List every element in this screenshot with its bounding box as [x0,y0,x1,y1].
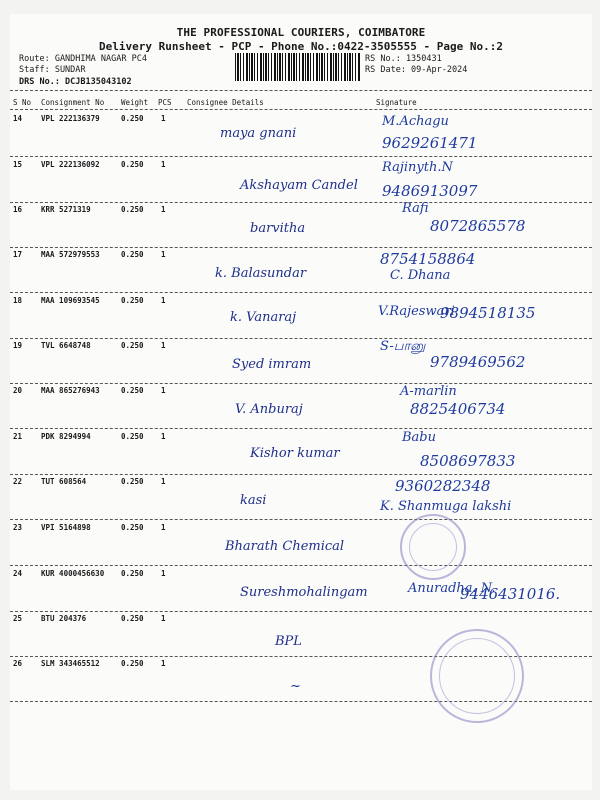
table-row [10,114,592,158]
receiver-phone: 9446431016. [460,585,561,603]
consignee-handwriting: Akshayam Candel [240,178,358,193]
consignment-number: VPI 5164898 [41,523,91,532]
divider [10,338,592,339]
table-row [10,201,592,249]
receiver-phone: 9360282348 [395,477,491,495]
company-stamp [430,629,524,723]
barcode [235,53,360,81]
row-sno: 21 [13,432,23,441]
receiver-signature: V.Rajeswari [378,304,455,319]
receiver-signature: Rajinyth.N [382,160,453,175]
receiver-signature: M.Achagu [382,114,449,129]
row-sno: 16 [13,205,23,214]
table-row [10,386,592,430]
table-row [10,432,592,476]
consignment-number: MAA 572979553 [41,250,100,259]
consignment-number: KRR 5271319 [41,205,91,214]
weight-value: 0.250 [121,205,144,214]
receiver-signature: Babu [402,430,436,445]
consignee-handwriting: Sureshmohalingam [240,585,368,600]
row-sno: 24 [13,569,23,578]
row-sno: 15 [13,160,23,169]
divider [10,565,592,566]
table-row [10,523,592,567]
consignment-number: TVL 6648748 [41,341,91,350]
consignee-handwriting: kasi [240,493,267,508]
weight-value: 0.250 [121,477,144,486]
receiver-signature: A-marlin [400,384,457,399]
col-header-signature: Signature [376,98,417,107]
divider [10,247,592,248]
pcs-count: 1 [161,341,166,350]
receiver-signature: Anuradha. N. [408,581,496,596]
weight-value: 0.250 [121,296,144,305]
weight-value: 0.250 [121,114,144,123]
staff-label: Staff: SUNDAR [19,65,86,75]
table-row [10,160,592,204]
consignee-handwriting: V. Anburaj [235,402,303,417]
weight-value: 0.250 [121,341,144,350]
route-label: Route: GANDHIMA NAGAR PC4 [19,54,147,64]
weight-value: 0.250 [121,160,144,169]
divider [10,519,592,520]
divider [10,474,592,475]
divider [10,109,592,110]
col-header-consignment: Consignment No [41,98,105,107]
pcs-count: 1 [161,432,166,441]
consignment-number: VPL 222136379 [41,114,100,123]
receiver-phone: 8508697833 [420,452,516,470]
row-sno: 14 [13,114,23,123]
receiver-phone: 8825406734 [410,400,506,418]
consignee-handwriting: BPL [275,634,302,649]
divider [10,292,592,293]
row-sno: 17 [13,250,23,259]
row-sno: 18 [13,296,23,305]
consignment-number: TUT 608564 [41,477,87,486]
row-sno: 26 [13,659,23,668]
table-row [10,477,592,521]
divider [10,202,592,203]
pcs-count: 1 [161,250,166,259]
col-header-sno: S No [13,98,32,107]
weight-value: 0.250 [121,250,144,259]
runsheet-title: Delivery Runsheet - PCP - Phone No.:0422-3505555 - Page No.:2 [99,40,503,53]
col-header-pcs: PCS [158,98,172,107]
consignment-number: PDK 8294994 [41,432,91,441]
divider [10,156,592,157]
pcs-count: 1 [161,569,166,578]
row-sno: 19 [13,341,23,350]
table-row [10,296,592,340]
pcs-count: 1 [161,114,166,123]
pcs-count: 1 [161,659,166,668]
receiver-phone: 8072865578 [430,217,526,235]
consignment-number: KUR 4000456630 [41,569,105,578]
consignment-number: MAA 109693545 [41,296,100,305]
consignment-number: BTU 204376 [41,614,87,623]
weight-value: 0.250 [121,614,144,623]
weight-value: 0.250 [121,523,144,532]
rs-number: RS No.: 1350431 [365,54,442,64]
consignee-handwriting: Syed imram [232,357,312,372]
row-sno: 25 [13,614,23,623]
receiver-phone: 9629261471 [382,134,478,152]
row-sno: 20 [13,386,23,395]
consignee-handwriting: k. Vanaraj [230,310,297,325]
runsheet-page [10,14,592,790]
consignee-handwriting: k. Balasundar [215,266,307,281]
consignee-handwriting: Kishor kumar [250,446,340,461]
receiver-phone: 8754158864 [380,250,476,268]
company-stamp [400,514,466,580]
divider [10,90,592,91]
row-sno: 23 [13,523,23,532]
receiver-signature: S-பானு [380,339,426,354]
consignment-number: VPL 222136092 [41,160,100,169]
table-row [10,250,592,294]
divider [10,428,592,429]
weight-value: 0.250 [121,659,144,668]
pcs-count: 1 [161,614,166,623]
rs-date: RS Date: 09-Apr-2024 [365,65,468,75]
table-row [10,569,592,613]
consignment-number: SLM 343465512 [41,659,100,668]
consignee-handwriting: ~ [290,679,301,694]
drs-number: DRS No.: DCJB135043102 [19,77,132,87]
consignee-handwriting: Bharath Chemical [225,539,345,554]
consignment-number: MAA 865276943 [41,386,100,395]
table-row [10,341,592,385]
weight-value: 0.250 [121,569,144,578]
consignee-handwriting: maya gnani [220,126,297,141]
receiver-phone: 9894518135 [440,304,536,322]
company-name: THE PROFESSIONAL COURIERS, COIMBATORE [176,26,426,39]
weight-value: 0.250 [121,386,144,395]
pcs-count: 1 [161,160,166,169]
receiver-phone: 9486913097 [382,182,478,200]
weight-value: 0.250 [121,432,144,441]
pcs-count: 1 [161,386,166,395]
pcs-count: 1 [161,205,166,214]
divider [10,611,592,612]
receiver-phone: 9789469562 [430,353,526,371]
receiver-signature: Rafi [402,201,429,216]
consignee-handwriting: barvitha [250,221,306,236]
col-header-consignee: Consignee Details [187,98,264,107]
row-sno: 22 [13,477,23,486]
pcs-count: 1 [161,523,166,532]
receiver-signature: C. Dhana [390,268,451,283]
pcs-count: 1 [161,296,166,305]
pcs-count: 1 [161,477,166,486]
divider [10,383,592,384]
col-header-weight: Weight [121,98,149,107]
receiver-signature: K. Shanmuga lakshi [380,499,512,514]
